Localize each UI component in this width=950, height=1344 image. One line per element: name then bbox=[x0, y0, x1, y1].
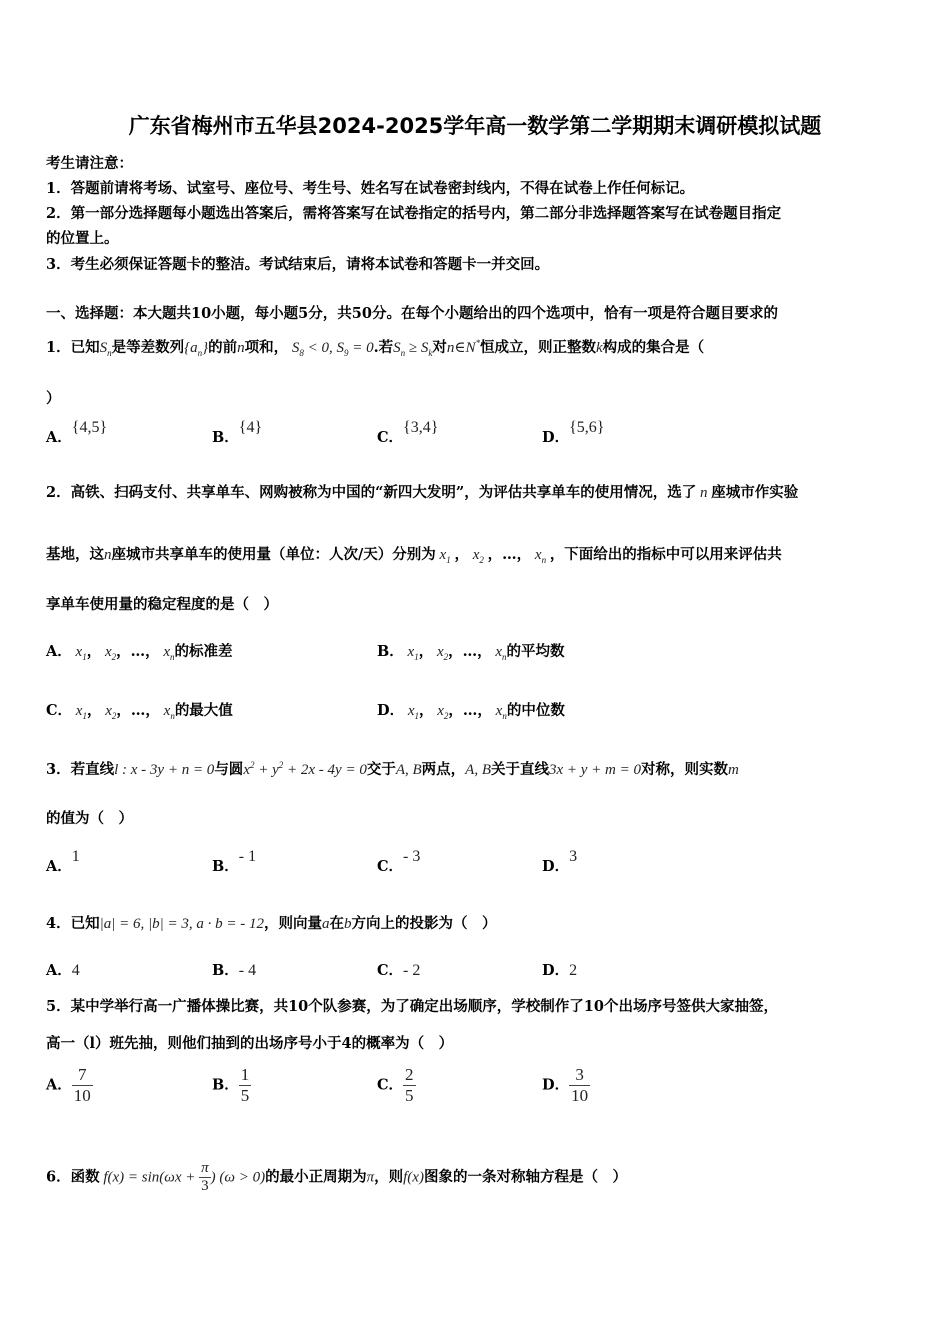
math-formula: l : x - 3y + n = 0 bbox=[114, 762, 215, 778]
q1-text: 恒成立，则正整数 bbox=[480, 339, 596, 356]
question-2-line-3: 享单车使用量的稳定程度的是（ ） bbox=[46, 596, 278, 613]
q1-text: 的前 bbox=[208, 339, 238, 356]
math-formula: $x_1$ bbox=[435, 547, 451, 565]
fraction: $\frac{3}{10}$ bbox=[571, 1065, 589, 1105]
q2-option-c[interactable]: C． $x_1$， $x_2$，…， $x_n$的最大值 bbox=[46, 702, 233, 721]
math-formula: $x_2$ bbox=[468, 547, 484, 565]
q5-option-c[interactable]: C． $\frac{2}{5}$ bbox=[377, 1065, 414, 1105]
notice-item-2: 2．第一部分选择题每小题选出答案后，需将答案写在试卷指定的括号内，第二部分非选择题答案写在试卷题目指定 bbox=[46, 205, 782, 222]
q1-option-c[interactable]: C．{3,4} bbox=[377, 419, 439, 446]
math-formula: m bbox=[728, 762, 739, 778]
fraction: $\frac{2}{5}$ bbox=[405, 1065, 414, 1105]
math-formula: n bbox=[104, 547, 112, 563]
page-title: 广东省梅州市五华县2024-2025学年高一数学第二学期期末调研模拟试题 bbox=[128, 114, 822, 138]
q1-option-b[interactable]: B．{4} bbox=[212, 419, 263, 446]
math-formula: $x_n$ bbox=[531, 547, 547, 565]
math-formula: k bbox=[596, 340, 603, 356]
math-formula: |a| = 6, |b| = 3, a · b = - 12 bbox=[99, 916, 264, 932]
q4-option-a[interactable]: A．4 bbox=[46, 962, 80, 979]
question-2: 2．高铁、扫码支付、共享单车、网购被称为中国的“新四大发明”，为评估共享单车的使用情况，选了 n 座城市作实验 bbox=[46, 484, 799, 501]
q5-option-a[interactable]: A． $\frac{7}{10}$ bbox=[46, 1065, 91, 1105]
notice-item-1: 1．答题前请将考场、试室号、座位号、考生号、姓名写在试卷密封线内，不得在试卷上作任何标记。 bbox=[46, 180, 695, 197]
q1-option-d[interactable]: D．{5,6} bbox=[542, 419, 605, 446]
math-formula: $S_8 < 0$, $S_9 = 0$ bbox=[288, 340, 374, 358]
notice-heading: 考生请注意： bbox=[46, 155, 133, 172]
section-heading: 一、选择题：本大题共10小题，每小题5分，共50分。在每个小题给出的四个选项中，恰有一项是符合题目要求的 bbox=[46, 305, 778, 322]
q1-text: .若 bbox=[373, 339, 394, 356]
question-2-line-2: 基地，这n座城市共享单车的使用量（单位：人次/天）分别为 $x_1$ ， $x_2$ ，…， $x_n$ ，下面给出的指标中可以用来评估共 bbox=[46, 546, 782, 565]
question-4: 4．已知|a| = 6, |b| = 3, a · b = - 12，则向量a在b方向上的投影为（ ） bbox=[46, 915, 497, 932]
q5-option-b[interactable]: B． $\frac{1}{5}$ bbox=[212, 1065, 250, 1105]
q3-option-a[interactable]: A．1 bbox=[46, 848, 80, 875]
q4-option-d[interactable]: D．2 bbox=[542, 962, 578, 979]
fraction: $\frac{7}{10}$ bbox=[73, 1065, 91, 1105]
q3-option-b[interactable]: B．- 1 bbox=[212, 848, 257, 875]
q2-option-a[interactable]: A． $x_1$， $x_2$，…， $x_n$的标准差 bbox=[46, 643, 233, 662]
q4-option-c[interactable]: C．- 2 bbox=[377, 962, 421, 979]
math-formula: $S_n \ge S_k$ bbox=[393, 340, 433, 358]
q3-option-c[interactable]: C．- 3 bbox=[377, 848, 421, 875]
math-formula: π bbox=[366, 1169, 375, 1186]
fraction: $\frac{1}{5}$ bbox=[240, 1065, 250, 1105]
math-formula: n∈N* bbox=[446, 338, 480, 356]
math-formula: $S_n$ bbox=[99, 340, 112, 358]
math-formula: ) (ω > 0) bbox=[210, 1169, 266, 1186]
question-5: 5．某中学举行高一广播体操比赛，共10个队参赛，为了确定出场顺序，学校制作了10个出场序号签供大家抽签， bbox=[46, 998, 778, 1015]
math-formula: a bbox=[321, 916, 330, 932]
q2-option-b[interactable]: B． $x_1$， $x_2$，…， $x_n$的平均数 bbox=[377, 643, 565, 662]
q1-text: 构成的集合是（ bbox=[602, 339, 705, 356]
math-formula: n bbox=[696, 485, 712, 501]
math-formula: n bbox=[237, 340, 245, 356]
math-formula: A, B bbox=[465, 762, 491, 778]
math-formula: 3x + y + m = 0 bbox=[548, 762, 641, 778]
q1-option-a[interactable]: A．{4,5} bbox=[46, 419, 108, 446]
question-6: 6．函数 f(x) = sin(ωx + $\frac{\pi}{3}$ ) (ω > 0)的最小正周期为π，则f(x)图象的一条对称轴方程是（ ） bbox=[46, 1160, 627, 1194]
question-5-line-2: 高一（l）班先抽，则他们抽到的出场序号小于4的概率为（ ） bbox=[46, 1035, 454, 1052]
math-formula: $\{a_n\}$ bbox=[184, 340, 209, 358]
question-1 bbox=[46, 336, 704, 358]
q1-text: 项和， bbox=[244, 339, 289, 356]
question-3-line-2: 的值为（ ） bbox=[46, 810, 133, 827]
notice-item-2-cont: 的位置上。 bbox=[46, 230, 119, 247]
q2-option-d[interactable]: D． $x_1$， $x_2$，…， $x_n$的中位数 bbox=[377, 702, 565, 721]
notice-item-3: 3．考生必须保证答题卡的整洁。考试结束后，请将本试卷和答题卡一并交回。 bbox=[46, 256, 550, 273]
math-formula: $x^2 + y^2 + 2x - 4y = 0$ bbox=[243, 760, 367, 778]
q1-text: 是等差数列 bbox=[111, 339, 185, 356]
q5-option-d[interactable]: D． $\frac{3}{10}$ bbox=[542, 1065, 589, 1105]
q1-text: 对 bbox=[432, 339, 447, 356]
q4-option-b[interactable]: B．- 4 bbox=[212, 962, 257, 979]
q3-option-d[interactable]: D．3 bbox=[542, 848, 578, 875]
question-3: 3．若直线l : x - 3y + n = 0与圆$x^2 + y^2 + 2x - 4y = 0$交于A, B两点，A, B关于直线3x + y + m = 0对称，则实数m bbox=[46, 760, 739, 778]
q1-text: 1．已知 bbox=[46, 339, 100, 356]
math-formula: f(x) bbox=[403, 1169, 424, 1186]
q1-close: ） bbox=[46, 390, 61, 407]
fraction: $\frac{\pi}{3}$ bbox=[201, 1160, 209, 1194]
math-formula: b bbox=[343, 916, 352, 932]
math-formula: A, B bbox=[395, 762, 422, 778]
math-formula: f(x) = sin(ωx + bbox=[99, 1169, 200, 1186]
